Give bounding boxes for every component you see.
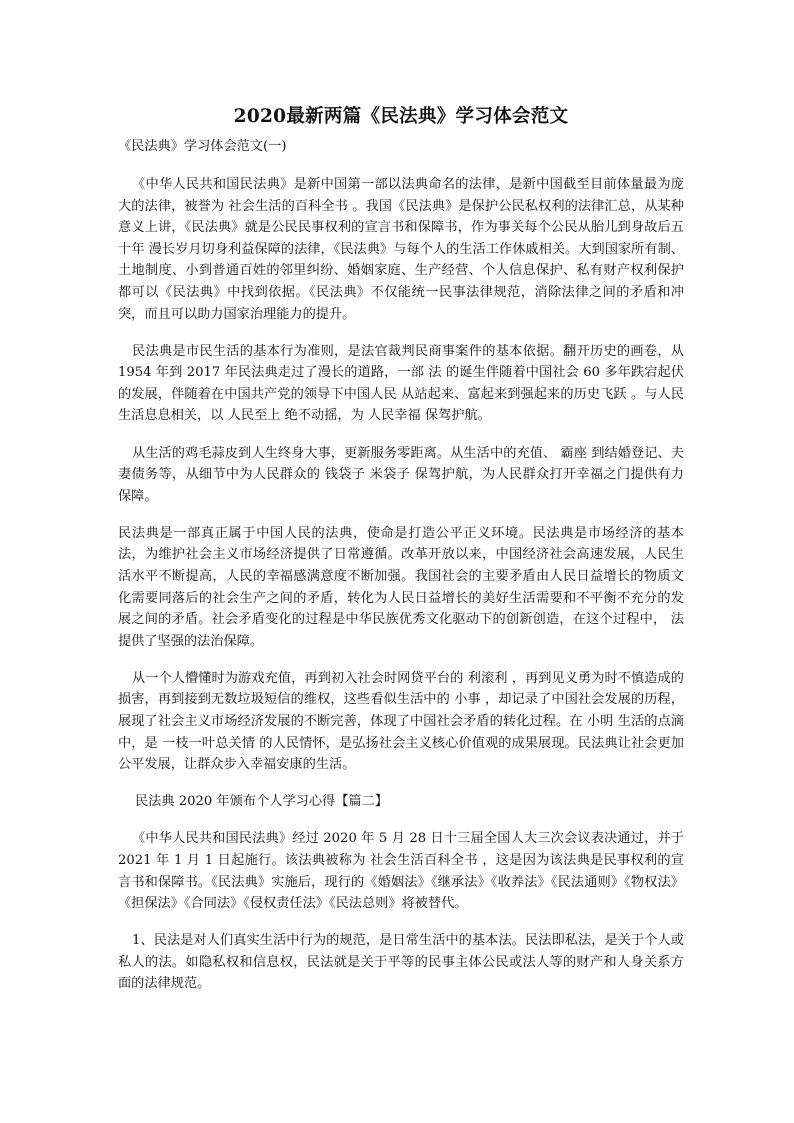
section-heading: 民法典 2020 年颁布个人学习心得【篇二】 xyxy=(135,794,388,810)
paragraph: 民法典是市民生活的基本行为准则，是法官裁判民商事案件的基本依据。翻开历史的画卷，从 1954 年到 2017 年民法典走过了漫长的道路，一部 法 的诞生伴随着中国社会 60 多年跌宕起伏的发展，伴随着在中国共产党的领导下中国人民 从站起来、富起来到强起来的历史飞跃 。与人民生活息息相关，以 人民至上 绝不动摇，为 人民幸福 保驾护航。 xyxy=(118,343,684,424)
document-page xyxy=(118,104,684,1011)
paragraph: 《中华人民共和国民法典》经过 2020 年 5 月 28 日十三届全国人大三次会议表决通过，并于 2021 年 1 月 1 日起施行。该法典被称为 社会生活百科全书 ，这是因为该法典是民事权利的宣言书和保障书。《民法典》实施后，现行的《婚姻法》《继承法》《收养法》《民法通则》《物权法》《担保法》《合同法》《侵权责任法》《民法总则》将被替代。 xyxy=(118,831,684,912)
paragraph: 民法典是一部真正属于中国人民的法典，使命是打造公平正义环境。民法典是市场经济的基本法，为维护社会主义市场经济提供了日常遵循。改革开放以来，中国经济社会高速发展，人民生活水平不断提高，人民的幸福感满意度不断加强。我国社会的主要矛盾由人民日益增长的物质文化需要同落后的社会生产之间的矛盾，转化为人民日益增长的美好生活需要和不平衡不充分的发展之间的矛盾。社会矛盾变化的过程是中华民族优秀文化驱动下的创新创造，在这个过程中， 法 提供了坚强的法治保障。 xyxy=(118,525,684,649)
document-title: 2020最新两篇《民法典》学习体会范文 xyxy=(233,106,569,127)
paragraph: 从一个人懵懂时为游戏充值，再到初入社会时网贷平台的 利滚利 ，再到见义勇为时不慎造成的损害，再到接到无数垃圾短信的维权，这些看似生活中的 小事 ，却记录了中国社会发展的历程，展现了社会主义市场经济发展的不断完善，体现了中国社会矛盾的转化过程。在 小明 生活的点滴中，是 一枝一叶总关情 的人民情怀，是弘扬社会主义核心价值观的成果展现。民法典让社会更加公平发展，让群众步入幸福安康的生活。 xyxy=(118,670,684,773)
document-subtitle: 《民法典》学习体会范文(一) xyxy=(118,139,287,154)
paragraph: 从生活的鸡毛蒜皮到人生终身大事，更新服务零距离。从生活中的充值、 霸座 到结婚登记、夫妻债务等，从细节中为人民群众的 钱袋子 米袋子 保驾护航，为人民群众打开幸福之门提供有力保障。 xyxy=(118,445,684,504)
paragraph: 《中华人民共和国民法典》是新中国第一部以法典命名的法律，是新中国截至目前体量最为庞大的法律，被誉为 社会生活的百科全书 。我国《民法典》是保护公民私权利的法律汇总，从某种意义上讲，《民法典》就是公民民事权利的宣言书和保障书，作为事关每个公民从胎儿到身故后五十年 漫长岁月切身利益保障的法律，《民法典》与每个人的生活工作休戚相关。大到国家所有制、土地制度、小到普通百姓的邻里纠纷、婚姻家庭、生产经营、个人信息保护、私有财产权利保护都可以《民法典》中找到依据。《民法典》不仅能统一民事法律规范，消除法律之间的矛盾和冲突，而且可以助力国家治理能力的提升。 xyxy=(118,177,684,322)
paragraph: 1、民法是对人们真实生活中行为的规范，是日常生活中的基本法。民法即私法，是关于个人或私人的法。如隐私权和信息权，民法就是关于平等的民事主体公民或法人等的财产和人身关系方面的法律规范。 xyxy=(118,933,684,992)
